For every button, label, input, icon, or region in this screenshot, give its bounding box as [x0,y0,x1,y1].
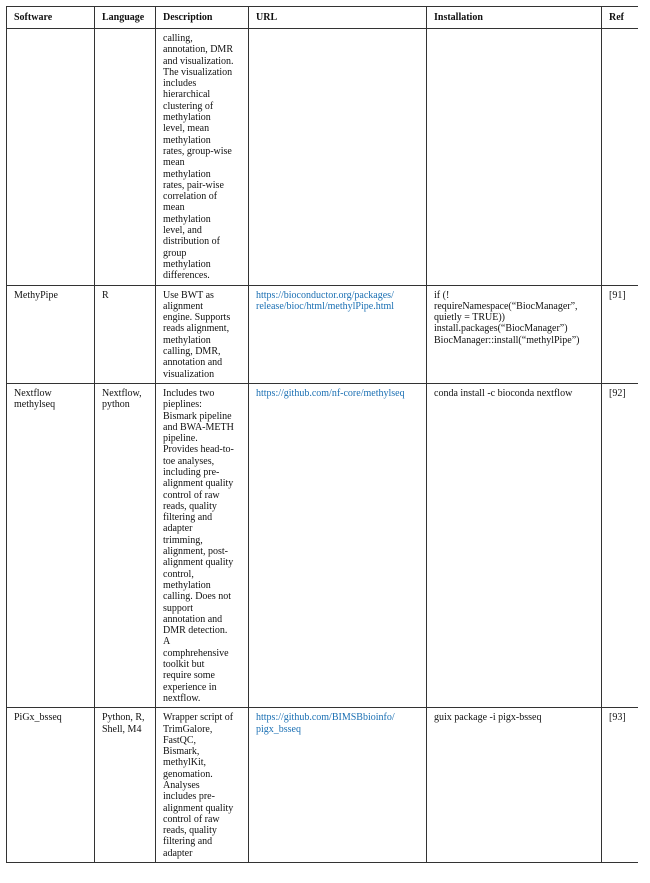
cell-ref: [93] [602,708,639,863]
cell-software: MethyPipe [7,285,95,383]
cell-language: Nextflow, python [95,383,156,707]
table-row [7,383,639,707]
table-row [7,708,639,863]
cell-ref [602,29,639,286]
cell-installation: if (! requireNamespace(“BiocManager”, quietly = TRUE)) install.packages(“BiocManager”) BiocManager::install(“methylPipe”) [427,285,602,383]
header-url: URL [249,7,427,29]
document-page [6,6,638,883]
header-description: Description [156,7,249,29]
cell-url [249,285,427,383]
table-header-row [7,7,639,29]
header-language: Language [95,7,156,29]
header-installation: Installation [427,7,602,29]
cell-installation: conda install -c bioconda nextflow [427,383,602,707]
cell-language [95,29,156,286]
header-software: Software [7,7,95,29]
cell-ref: [92] [602,383,639,707]
cell-language: Python, R, Shell, M4 [95,708,156,863]
url-link[interactable]: https://github.com/nf-core/methylseq [256,387,405,399]
url-link[interactable]: https://github.com/BIMSBbioinfo/ pigx_bsseq [256,712,395,735]
table-row [7,29,639,286]
cell-description: Wrapper script of TrimGalore, FastQC, Bismark, methylKit, genomation. Analyses includes pre- alignment quality control of raw reads, quality filtering and adapter [156,708,249,863]
cell-software [7,29,95,286]
cell-installation [427,29,602,286]
cell-description: Use BWT as alignment engine. Supports reads alignment, methylation calling, DMR, annotation and visualization [156,285,249,383]
cell-software: Nextflow methylseq [7,383,95,707]
cell-description: calling, annotation, DMR and visualization. The visualization includes hierarchical clustering of methylation level, mean methylation rates, group-wise mean methylation rates, pair-wise correlation of mean methylation level, and distribution of group methylation differences. [156,29,249,286]
cell-language: R [95,285,156,383]
url-link[interactable]: https://bioconductor.org/packages/ release/bioc/html/methylPipe.html [256,289,395,312]
software-table [6,6,638,863]
cell-description: Includes two pieplines: Bismark pipeline and BWA-METH pipeline. Provides head-to- toe analyses, including pre- alignment quality control of raw reads, quality filtering and adapter trimming, alignment, post- alignment quality control, methylation calling. Does not support annotation and DMR detection. A comphrehensive toolkit but require some experience in nextflow. [156,383,249,707]
cell-url [249,29,427,286]
table-row [7,285,639,383]
header-ref: Ref [602,7,639,29]
cell-software: PiGx_bsseq [7,708,95,863]
cell-installation: guix package -i pigx-bsseq [427,708,602,863]
cell-url [249,708,427,863]
cell-ref: [91] [602,285,639,383]
cell-url [249,383,427,707]
